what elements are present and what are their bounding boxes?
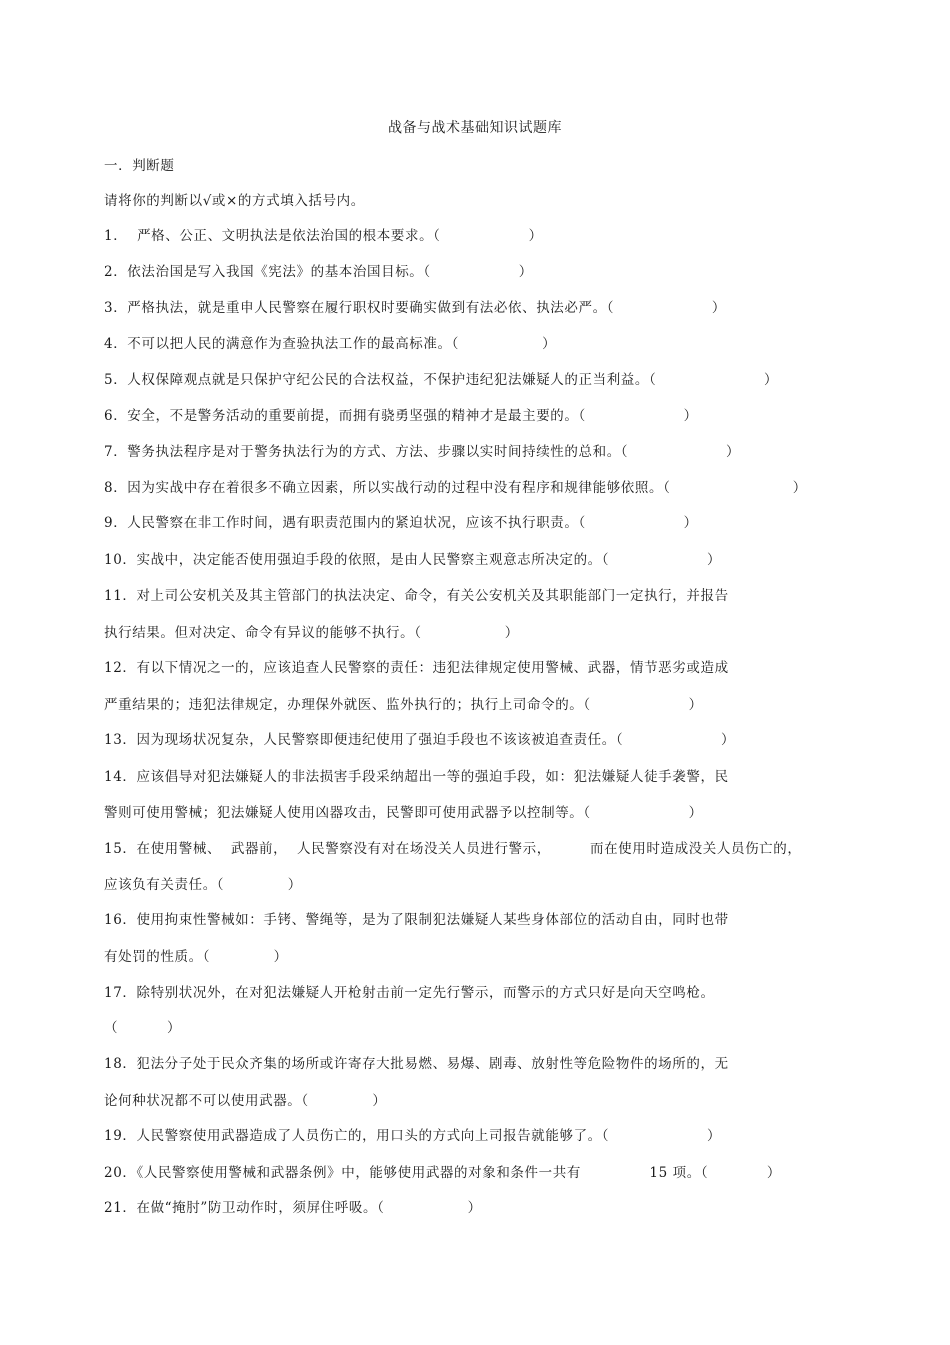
question-line: 2．依法治国是写入我国《宪法》的基本治国目标。（ ）: [104, 264, 533, 280]
question-line: 16．使用拘束性警械如：手铐、警绳等，是为了限制犯法嫌疑人某些身体部位的活动自由，同时也带: [104, 912, 729, 928]
question-line: 11．对上司公安机关及其主管部门的执法决定、命令，有关公安机关及其职能部门一定执行，并报告: [104, 588, 729, 604]
question-line: 应该负有关责任。（ ）: [104, 877, 302, 893]
question-line: 13．因为现场状况复杂，人民警察即便违纪使用了强迫手段也不该该被追查责任。（ ）: [104, 732, 736, 748]
question-line: 12．有以下情况之一的，应该追查人民警察的责任：违犯法律规定使用警械、武器，情节恶劣或造成: [104, 660, 729, 676]
question-line: 论何种状况都不可以使用武器。（ ）: [104, 1093, 387, 1109]
question-line: 18．犯法分子处于民众齐集的场所或许寄存大批易燃、易爆、剧毒、放射性等危险物件的场所的，无: [104, 1056, 729, 1072]
question-line: 1． 严格、公正、文明执法是依法治国的根本要求。（ ）: [104, 228, 543, 244]
question-line: 4．不可以把人民的满意作为查验执法工作的最高标准。（ ）: [104, 336, 557, 352]
question-line: （ ）: [104, 1020, 182, 1036]
question-line: 5．人权保障观点就是只保护守纪公民的合法权益，不保护违纪犯法嫌疑人的正当利益。（ ）: [104, 372, 779, 388]
question-line: 警则可使用警械；犯法嫌疑人使用凶器攻击，民警即可使用武器予以控制等。（ ）: [104, 805, 703, 821]
question-line: 21．在做“掩肘”防卫动作时，须屏住呼吸。（ ）: [104, 1200, 482, 1216]
document-title: 战备与战术基础知识试题库: [388, 120, 562, 136]
question-line: 严重结果的；违犯法律规定，办理保外就医、监外执行的；执行上司命令的。（ ）: [104, 697, 703, 713]
question-line: 执行结果。但对决定、命令有异议的能够不执行。（ ）: [104, 625, 519, 641]
instruction-text: 请将你的判断以√或×的方式填入括号内。: [104, 193, 365, 209]
question-line: 7．警务执法程序是对于警务执法行为的方式、方法、步骤以实时间持续性的总和。（ ）: [104, 444, 741, 460]
question-line: 有处罚的性质。（ ）: [104, 949, 288, 965]
question-line: 14．应该倡导对犯法嫌疑人的非法损害手段采纳超出一等的强迫手段，如：犯法嫌疑人徒手袭警，民: [104, 769, 729, 785]
question-line: 10．实战中，决定能否使用强迫手段的依照，是由人民警察主观意志所决定的。（ ）: [104, 552, 722, 568]
section-heading: 一．判断题: [104, 158, 175, 174]
question-line: 9．人民警察在非工作时间，遇有职责范围内的紧迫状况，应该不执行职责。（ ）: [104, 515, 698, 531]
question-line: 15．在使用警械、 武器前， 人民警察没有对在场没关人员进行警示， 而在使用时造成没关人员伤亡的，: [104, 841, 802, 857]
question-line: 19．人民警察使用武器造成了人员伤亡的，用口头的方式向上司报告就能够了。（ ）: [104, 1128, 722, 1144]
question-line: 17．除特别状况外，在对犯法嫌疑人开枪射击前一定先行警示，而警示的方式只好是向天空鸣枪。: [104, 985, 715, 1001]
question-line: 20．《人民警察使用警械和武器条例》中，能够使用武器的对象和条件一共有 15 项。（ ）: [104, 1165, 782, 1181]
question-line: 3．严格执法，就是重申人民警察在履行职权时要确实做到有法必依、执法必严。（ ）: [104, 300, 726, 316]
question-line: 6．安全，不是警务活动的重要前提，而拥有骁勇坚强的精神才是最主要的。（ ）: [104, 408, 698, 424]
question-line: 8．因为实战中存在着很多不确立因素，所以实战行动的过程中没有程序和规律能够依照。（ ）: [104, 480, 807, 496]
